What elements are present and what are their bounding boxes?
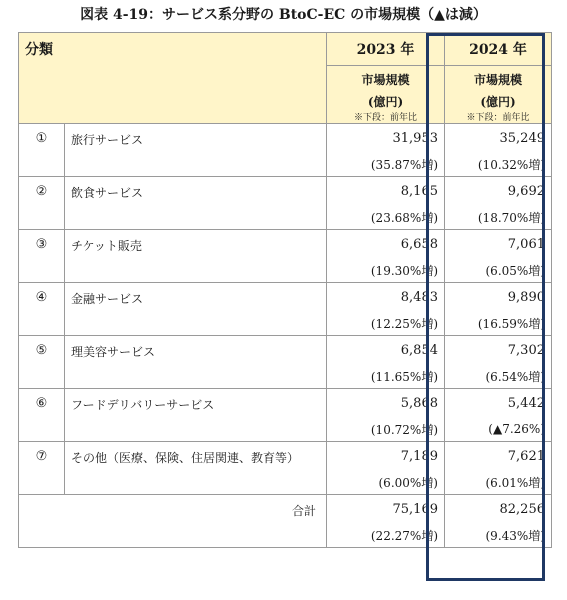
- total-row: [19, 495, 552, 524]
- header-year-2023: 2023 年: [327, 33, 445, 66]
- total-growth-2024: (9.43%増): [445, 523, 552, 548]
- header-unit-2023: (億円): [367, 95, 404, 109]
- growth-2023: (10.72%増): [327, 417, 445, 442]
- row-category: 飲食サービス: [65, 177, 327, 230]
- value-2023: 6,854: [327, 336, 445, 365]
- figure-title: 図表 4-19：サービス系分野の BtoC-EC の市場規模（▲は減）: [80, 7, 487, 23]
- value-2023: 7,189: [327, 442, 445, 471]
- row-number: ⑤: [19, 336, 65, 389]
- growth-2023: (6.00%増): [327, 470, 445, 495]
- header-classification: 分類: [19, 33, 327, 124]
- total-label: 合計: [19, 495, 327, 548]
- header-market-size-2024: 市場規模: [445, 66, 552, 94]
- value-2024: 9,890: [445, 283, 552, 312]
- row-number: ④: [19, 283, 65, 336]
- row-number: ⑦: [19, 442, 65, 495]
- row-number: ①: [19, 124, 65, 177]
- growth-2023: (11.65%増): [327, 364, 445, 389]
- table-row: [19, 230, 552, 259]
- market-size-table: [18, 32, 551, 582]
- value-2024: 7,061: [445, 230, 552, 259]
- growth-2024: (6.54%増): [445, 364, 552, 389]
- header-note-2024: ※下段：前年比: [466, 113, 530, 123]
- value-2024: 5,442: [445, 389, 552, 418]
- growth-2024: (10.32%増): [445, 152, 552, 177]
- total-growth-2023: (22.27%増): [327, 523, 445, 548]
- header-market-size-2023: 市場規模: [327, 66, 445, 94]
- row-number: ⑥: [19, 389, 65, 442]
- header-year-2024: 2024 年: [445, 33, 552, 66]
- value-2023: 8,483: [327, 283, 445, 312]
- table-row: [19, 283, 552, 312]
- table-row: [19, 177, 552, 206]
- growth-2023: (19.30%増): [327, 258, 445, 283]
- value-2023: 5,868: [327, 389, 445, 418]
- total-value-2023: 75,169: [327, 495, 445, 524]
- row-category: フードデリバリーサービス: [65, 389, 327, 442]
- growth-2023: (12.25%増): [327, 311, 445, 336]
- value-2023: 31,953: [327, 124, 445, 153]
- value-2024: 35,249: [445, 124, 552, 153]
- value-2024: 9,692: [445, 177, 552, 206]
- table-row: [19, 124, 552, 153]
- growth-2024: (16.59%増): [445, 311, 552, 336]
- header-note-2023: ※下段：前年比: [353, 113, 417, 123]
- growth-2024: (6.01%増): [445, 470, 552, 495]
- header-unit-2024: (億円): [480, 95, 516, 109]
- row-number: ②: [19, 177, 65, 230]
- table-row: [19, 442, 552, 471]
- growth-2023: (35.87%増): [327, 152, 445, 177]
- value-2023: 8,165: [327, 177, 445, 206]
- value-2023: 6,658: [327, 230, 445, 259]
- row-category: 旅行サービス: [65, 124, 327, 177]
- row-number: ③: [19, 230, 65, 283]
- row-category: 理美容サービス: [65, 336, 327, 389]
- row-category: 金融サービス: [65, 283, 327, 336]
- growth-2024: (6.05%増): [445, 258, 552, 283]
- total-value-2024: 82,256: [445, 495, 552, 524]
- growth-2024: (▲7.26%): [445, 417, 552, 442]
- table-row: [19, 336, 552, 365]
- header-year-row: [19, 33, 552, 66]
- value-2024: 7,302: [445, 336, 552, 365]
- growth-2024: (18.70%増): [445, 205, 552, 230]
- row-category: その他（医療、保険、住居関連、教育等）: [65, 442, 327, 495]
- table-row: [19, 389, 552, 418]
- row-category: チケット販売: [65, 230, 327, 283]
- value-2024: 7,621: [445, 442, 552, 471]
- growth-2023: (23.68%増): [327, 205, 445, 230]
